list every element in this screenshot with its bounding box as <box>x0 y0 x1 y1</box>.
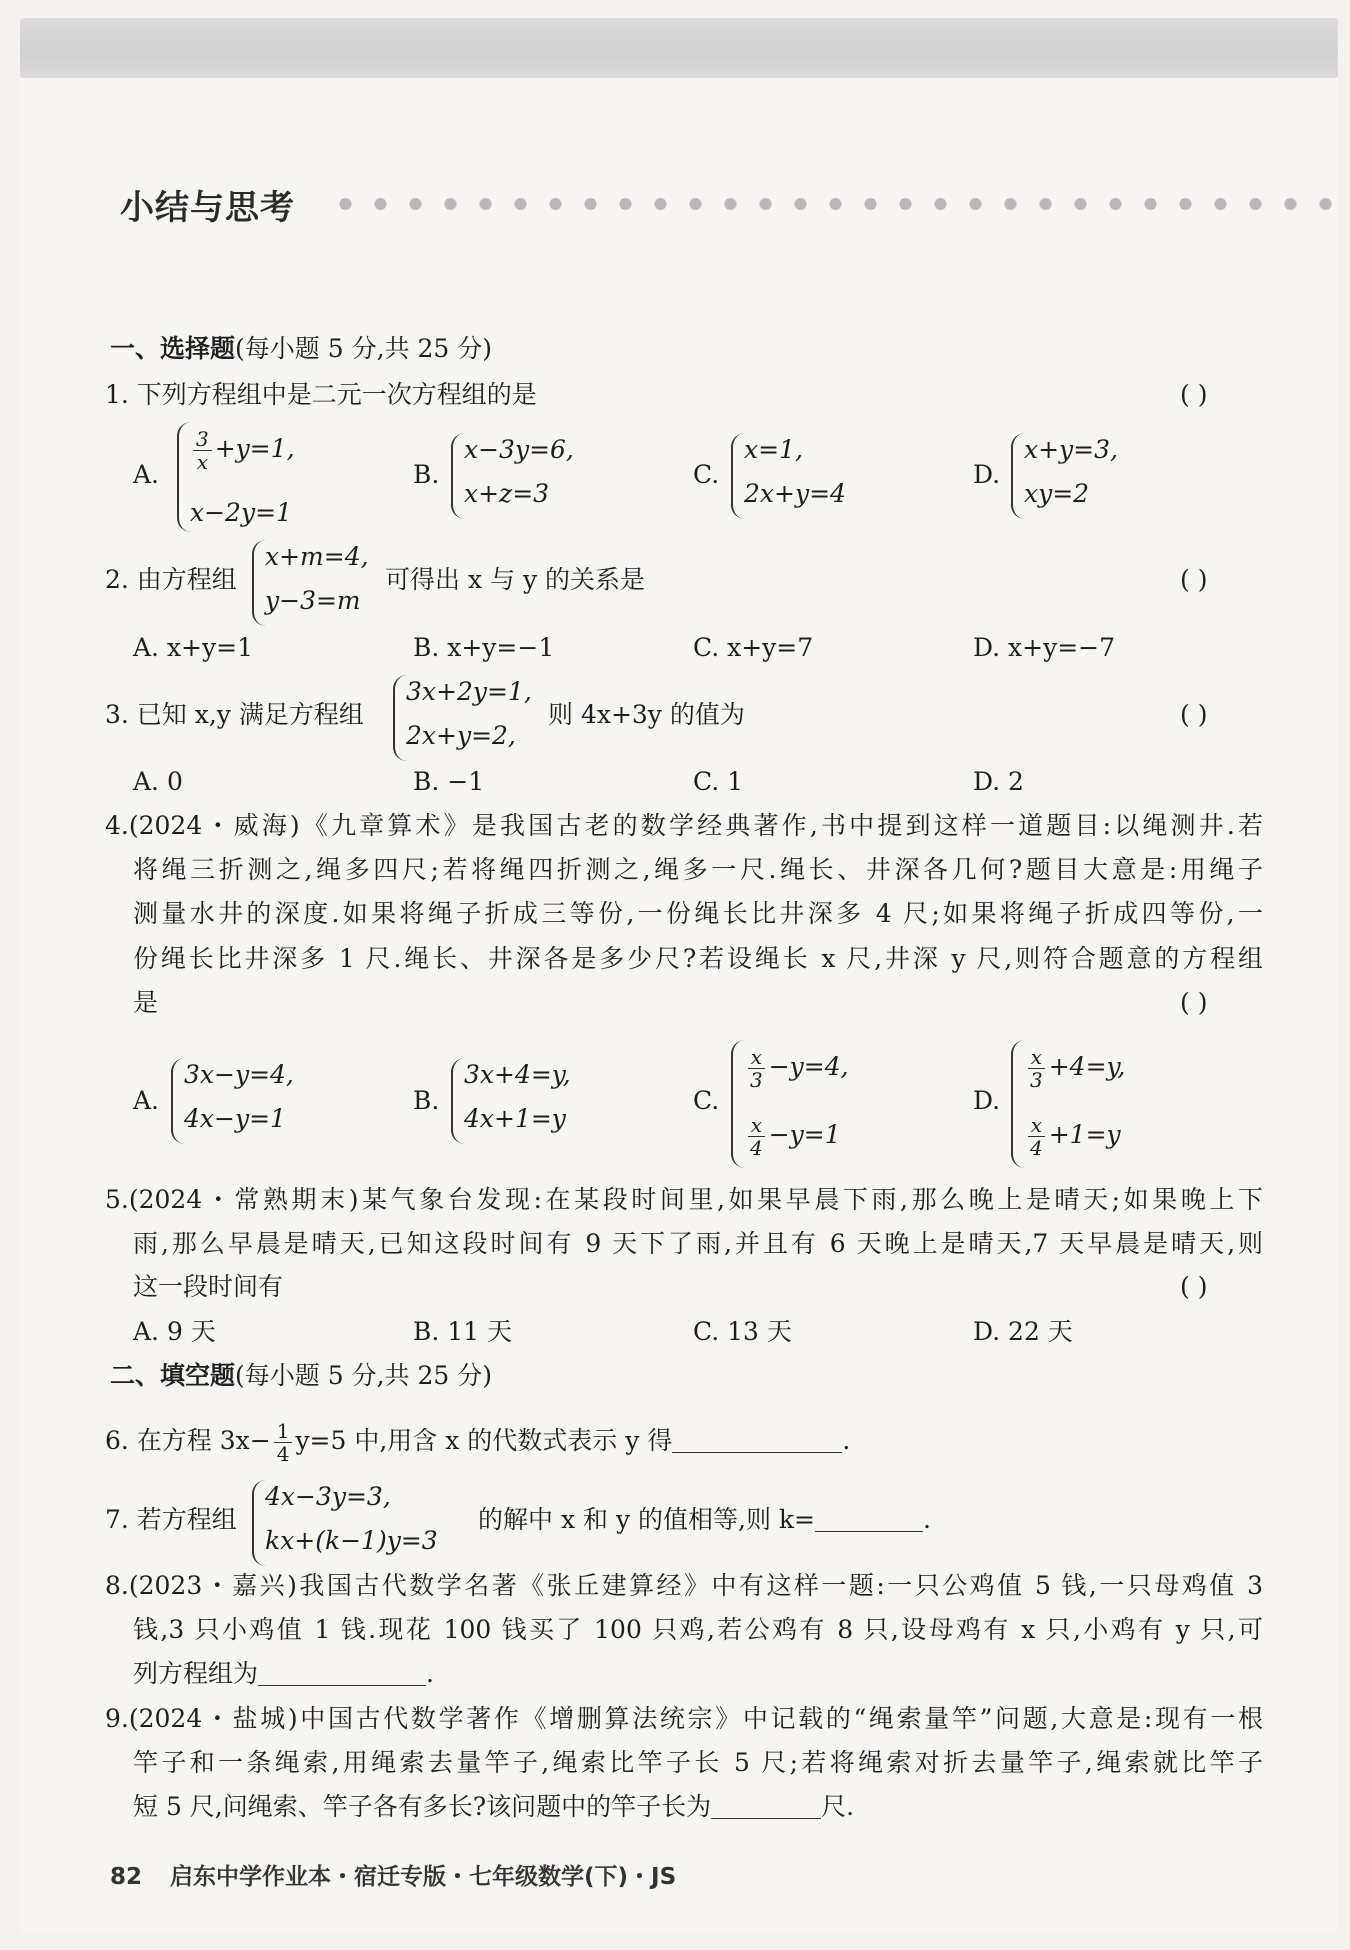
fraction: $\frac{1}{4}$ <box>274 1420 293 1465</box>
q3-option-d: D. 2 <box>973 767 1024 796</box>
q1-option-c-system <box>731 433 902 519</box>
q6-answer-blank[interactable] <box>672 1426 842 1453</box>
q9-line-3: 短 5 尺,问绳索、竿子各有多长?该问题中的竿子长为 尺. <box>133 1792 855 1821</box>
q1-a-row2: x−2y=1 <box>190 498 292 527</box>
q2-stem-post: 可得出 x 与 y 的关系是 <box>385 565 646 594</box>
q2-option-d: D. x+y=−7 <box>973 633 1116 662</box>
q7-row2: kx+(k−1)y=3 <box>265 1526 438 1555</box>
title-dot-divider <box>328 197 1333 211</box>
q4-option-a-system <box>171 1058 332 1144</box>
q4-line-4: 份绳长比井深多 1 尺.绳长、井深各是多少尺?若设绳长 x 尺,井深 y 尺,则符合题意的方程组 <box>133 944 1263 973</box>
q1-c-row1: x=1, <box>744 435 803 464</box>
q1-c-row2: 2x+y=4 <box>744 479 846 508</box>
q3-row2: 2x+y=2, <box>406 721 516 750</box>
q1-b-row2: x+z=3 <box>464 479 550 508</box>
q1-option-b-system <box>451 433 622 519</box>
fraction: $\frac{x}{3}$ <box>747 1046 766 1091</box>
q1-stem: 1. 下列方程组中是二元一次方程组的是 <box>105 380 537 409</box>
q7-stem-pre: 7. 若方程组 <box>105 1505 237 1534</box>
q1-d-row2: xy=2 <box>1024 479 1090 508</box>
q3-system <box>393 675 554 761</box>
q4-option-c-system <box>731 1040 902 1168</box>
q4-b-row2: 4x+1=y <box>464 1104 566 1133</box>
q4-b-row1: 3x+4=y, <box>464 1060 571 1089</box>
q4-option-b-system <box>451 1058 612 1144</box>
q3-row1: 3x+2y=1, <box>406 677 532 706</box>
q3-answer-bracket: ( ) <box>1180 700 1208 729</box>
q1-option-d-label: D. <box>973 460 1001 489</box>
q6-line: 6. 在方程 3x− $\frac{1}{4}$ y=5 中,用含 x 的代数式表示 y 得 . <box>105 1419 851 1466</box>
q7-answer-blank[interactable] <box>815 1505 923 1532</box>
q1-option-a-system <box>177 422 348 532</box>
q2-option-a: A. x+y=1 <box>133 633 253 662</box>
q4-line-1: 4.(2024・威海)《九章算术》是我国古老的数学经典著作,书中提到这样一道题目:以绳测井.若 <box>105 811 1263 840</box>
q2-stem-pre: 2. 由方程组 <box>105 565 237 594</box>
q5-option-b: B. 11 天 <box>413 1317 513 1346</box>
q4-answer-bracket: ( ) <box>1180 988 1208 1017</box>
section-title: 小结与思考 <box>120 188 295 228</box>
q5-line-2: 雨,那么早晨是晴天,已知这段时间有 9 天下了雨,并且有 6 天晚上是晴天,7 天早晨是晴天,则 <box>133 1229 1263 1258</box>
page-number: 82 <box>110 1864 143 1890</box>
q4-line-2: 将绳三折测之,绳多四尺;若将绳四折测之,绳多一尺.绳长、井深各几何?题目大意是:用绳子 <box>133 855 1263 884</box>
q5-line-3: 这一段时间有 <box>133 1272 284 1301</box>
q7-stem-post: 的解中 x 和 y 的值相等,则 k= . <box>478 1505 931 1534</box>
q1-a-row1: $\frac{3}{x}$ +y=1, <box>190 428 295 473</box>
q1-option-a-label: A. <box>133 460 160 489</box>
q4-option-b-label: B. <box>413 1086 440 1115</box>
q4-line-5: 是 <box>133 988 159 1017</box>
part1-heading: 一、选择题(每小题 5 分,共 25 分) <box>110 334 492 363</box>
q2-row1: x+m=4, <box>265 542 369 571</box>
q3-option-b: B. −1 <box>413 767 485 796</box>
q7-system <box>252 1480 463 1566</box>
q3-stem-pre: 3. 已知 x,y 满足方程组 <box>105 700 364 729</box>
q1-answer-bracket: ( ) <box>1180 380 1208 409</box>
q4-a-row2: 4x−y=1 <box>184 1104 286 1133</box>
q2-option-b: B. x+y=−1 <box>413 633 555 662</box>
scan-top-band <box>20 18 1338 78</box>
q4-a-row1: 3x−y=4, <box>184 1060 294 1089</box>
q4-option-a-label: A. <box>133 1086 160 1115</box>
q1-option-d-system <box>1011 433 1182 519</box>
book-title: 启东中学作业本・宿迁专版・七年级数学(下)・JS <box>170 1864 677 1890</box>
q5-option-d: D. 22 天 <box>973 1317 1073 1346</box>
q4-c-row1: $\frac{x}{3}$ −y=4, <box>744 1046 849 1091</box>
q2-row2: y−3=m <box>265 586 361 615</box>
q8-line-2: 钱,3 只小鸡值 1 钱.现花 100 钱买了 100 只鸡,若公鸡有 8 只,设母鸡有 x 只,小鸡有 y 只,可 <box>133 1615 1263 1644</box>
q1-b-row1: x−3y=6, <box>464 435 574 464</box>
page-footer <box>110 1858 676 1891</box>
q1-option-c-label: C. <box>693 460 720 489</box>
part2-heading: 二、填空题(每小题 5 分,共 25 分) <box>110 1361 492 1390</box>
fraction: $\frac{x}{3}$ <box>1027 1046 1046 1091</box>
fraction: $\frac{3}{x}$ <box>193 428 212 473</box>
q2-system <box>252 540 388 626</box>
q4-line-3: 测量水井的深度.如果将绳子折成三等份,一份绳长比井深多 4 尺;如果将绳子折成四等份,一 <box>133 899 1263 928</box>
q8-line-3: 列方程组为 . <box>133 1659 434 1688</box>
fraction: $\frac{x}{4}$ <box>1027 1114 1046 1159</box>
q8-answer-blank[interactable] <box>258 1659 426 1686</box>
q9-line-2: 竿子和一条绳索,用绳索去量竿子,绳索比竿子长 5 尺;若将绳索对折去量竿子,绳索就比竿子 <box>133 1748 1263 1777</box>
q4-c-row2: $\frac{x}{4}$ −y=1 <box>744 1114 841 1159</box>
q3-option-a: A. 0 <box>133 767 183 796</box>
q3-stem-post: 则 4x+3y 的值为 <box>548 700 745 729</box>
q9-line-1: 9.(2024・盐城)中国古代数学著作《增删算法统宗》中记载的“绳索量竿”问题,大意是:现有一根 <box>105 1704 1263 1733</box>
fraction: $\frac{x}{4}$ <box>747 1114 766 1159</box>
q1-option-b-label: B. <box>413 460 440 489</box>
q3-option-c: C. 1 <box>693 767 744 796</box>
q9-answer-blank[interactable] <box>711 1792 821 1819</box>
q2-option-c: C. x+y=7 <box>693 633 814 662</box>
q4-d-row1: $\frac{x}{3}$ +4=y, <box>1024 1046 1125 1091</box>
q4-option-d-label: D. <box>973 1086 1001 1115</box>
q1-d-row1: x+y=3, <box>1024 435 1118 464</box>
q5-answer-bracket: ( ) <box>1180 1272 1208 1301</box>
q5-line-1: 5.(2024・常熟期末)某气象台发现:在某段时间里,如果早晨下雨,那么晚上是晴天;如果晚上下 <box>105 1185 1263 1214</box>
q5-option-c: C. 13 天 <box>693 1317 792 1346</box>
q5-option-a: A. 9 天 <box>133 1317 216 1346</box>
q7-row1: 4x−3y=3, <box>265 1482 391 1511</box>
q4-option-c-label: C. <box>693 1086 720 1115</box>
q2-answer-bracket: ( ) <box>1180 565 1208 594</box>
q4-d-row2: $\frac{x}{4}$ +1=y <box>1024 1114 1121 1159</box>
q4-option-d-system <box>1011 1040 1182 1168</box>
q8-line-1: 8.(2023・嘉兴)我国古代数学名著《张丘建算经》中有这样一题:一只公鸡值 5 钱,一只母鸡值 3 <box>105 1571 1263 1600</box>
